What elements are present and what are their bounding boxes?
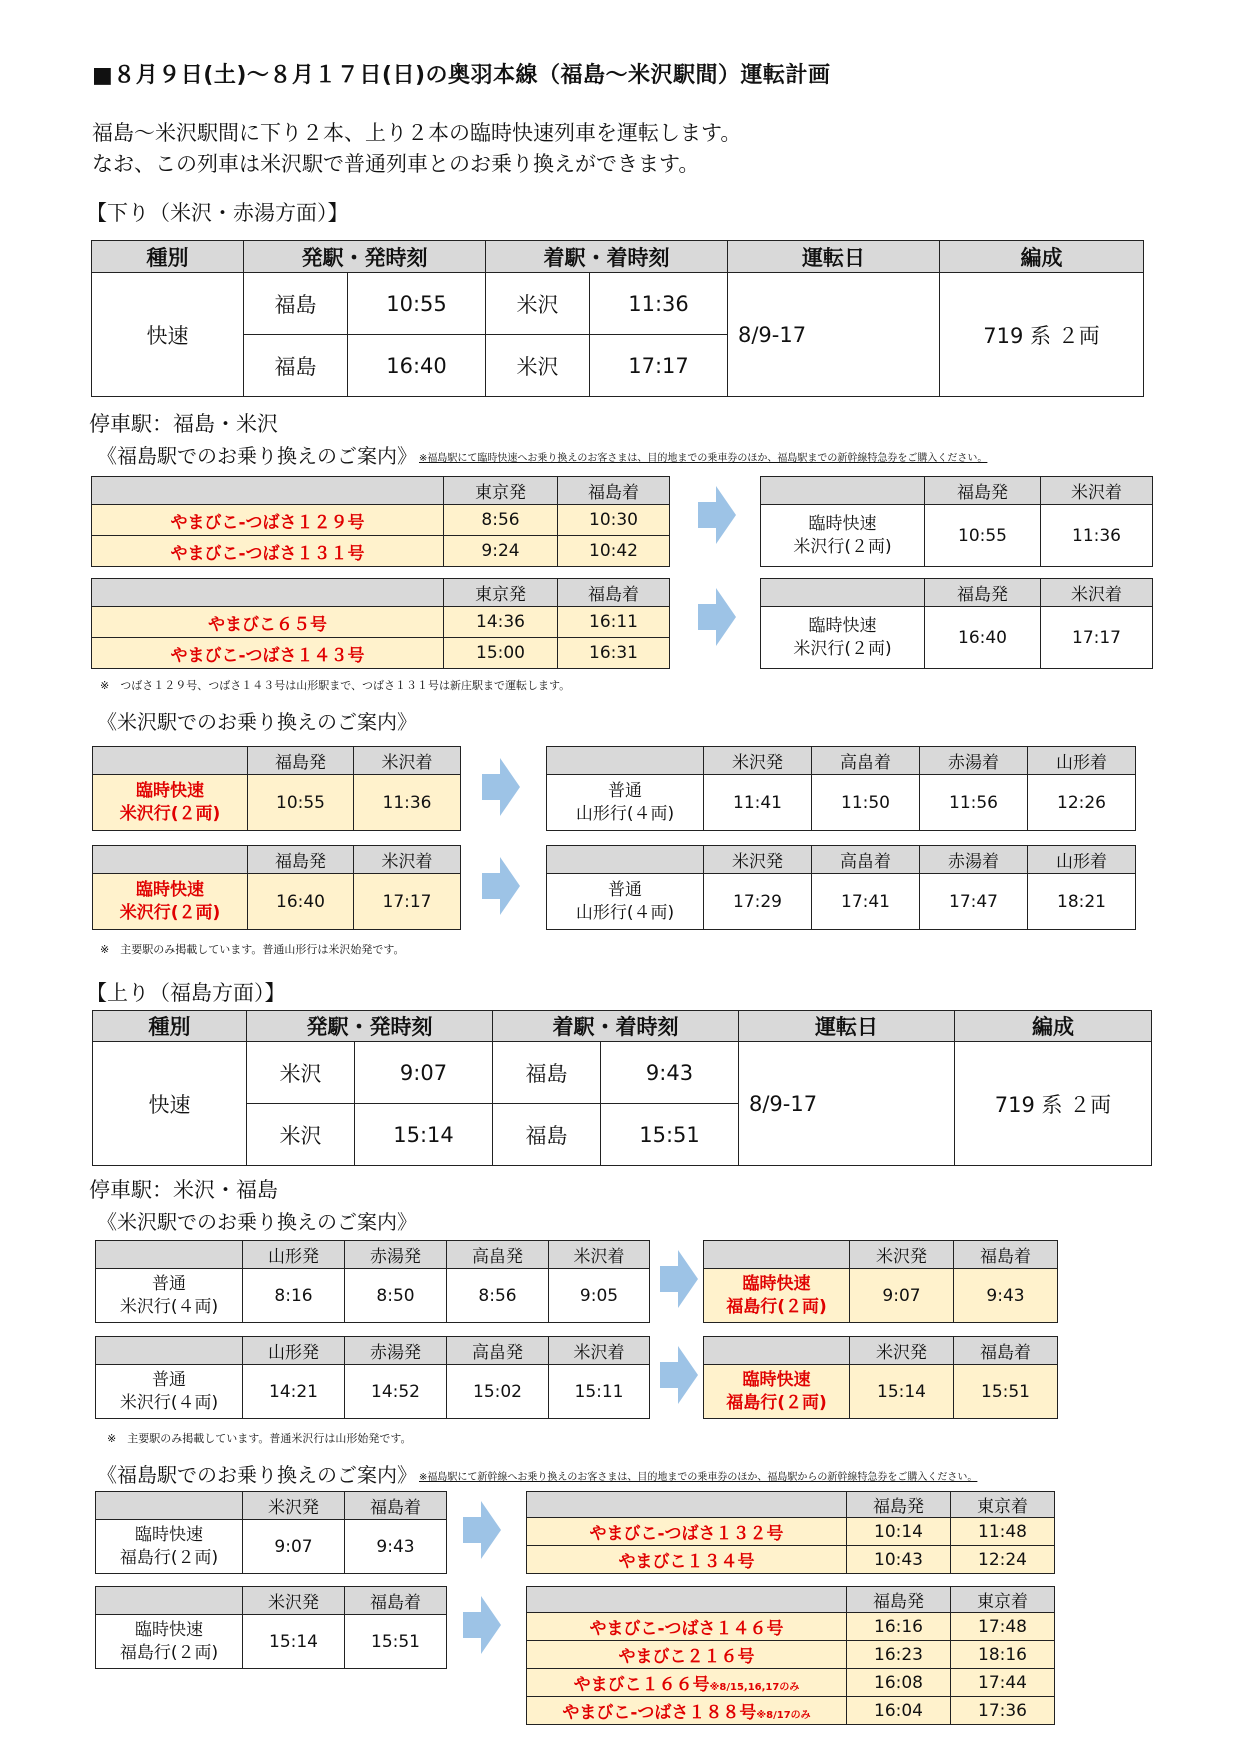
time: 16:23 — [847, 1641, 951, 1669]
arr-time: 11:36 — [590, 273, 728, 335]
down-yonezawa-guide-title: 《米沢駅でのお乗り換えのご案内》 — [97, 710, 417, 734]
train-name-text: やまびこ１６６号 — [573, 1675, 710, 1695]
time: 16:31 — [558, 638, 670, 669]
dep-time: 16:40 — [348, 335, 486, 397]
rapid-train-name — [761, 607, 925, 669]
time: 16:04 — [847, 1697, 951, 1725]
right-arrow-icon — [463, 1596, 501, 1654]
train-name: やまびこ６５号 — [92, 607, 444, 638]
train-name-text: やまびこ１３４号 — [618, 1552, 755, 1572]
name-line-1: 普通 — [608, 780, 642, 801]
local-train-name — [547, 775, 704, 831]
up-fukushima-guide-title — [97, 1459, 977, 1488]
time: 18:16 — [951, 1641, 1055, 1669]
col-header: 赤湯着 — [920, 846, 1028, 874]
guide-title-text: 《福島駅でのお乗り換えのご案内》 — [97, 444, 417, 468]
name-line-1: 普通 — [152, 1369, 186, 1390]
local-table-up-2 — [95, 1336, 650, 1419]
train-name-text: やまびこ-つばさ１８８号 — [562, 1703, 757, 1723]
col-header: 福島発 — [248, 747, 354, 775]
train-name: やまびこ-つばさ１３１号 — [92, 536, 444, 567]
train-name-text: やまびこ-つばさ１４６号 — [589, 1619, 784, 1639]
col-header: 赤湯発 — [345, 1337, 447, 1365]
down-schedule-table — [91, 240, 1144, 397]
rapid-table-down-yz-2 — [92, 845, 461, 930]
header-formation: 編成 — [955, 1011, 1152, 1042]
down-fukushima-guide-title — [97, 440, 987, 469]
up-heading: 【上り（福島方面）】 — [86, 981, 286, 1005]
time: 8:56 — [444, 505, 558, 536]
name-line-2: 山形行(４両) — [575, 803, 675, 824]
formation: 719 系 ２両 — [955, 1042, 1152, 1166]
formation: 719 系 ２両 — [940, 273, 1144, 397]
right-arrow-icon — [698, 486, 736, 544]
down-yonezawa-footnote: ※ 主要駅のみ掲載しています。普通山形行は米沢始発です。 — [100, 943, 405, 956]
time: 18:21 — [1028, 874, 1136, 930]
intro-line-1: 福島～米沢駅間に下り２本、上り２本の臨時快速列車を運転します。 — [92, 121, 742, 145]
col-header: 山形着 — [1028, 747, 1136, 775]
down-heading: 【下り（米沢・赤湯方面）】 — [86, 201, 349, 225]
shinkansen-table-up-1 — [526, 1491, 1055, 1574]
name-line-1: 臨時快速 — [742, 1273, 811, 1294]
time: 17:47 — [920, 874, 1028, 930]
time: 16:08 — [847, 1669, 951, 1697]
time: 15:51 — [954, 1365, 1058, 1419]
name-line-2: 米沢行(２両) — [793, 536, 892, 557]
train-name — [527, 1613, 847, 1641]
time: 15:02 — [447, 1365, 549, 1419]
train-name — [527, 1546, 847, 1574]
col-header: 高畠発 — [447, 1337, 549, 1365]
time: 16:11 — [558, 607, 670, 638]
col-header: 福島発 — [248, 846, 354, 874]
time: 11:48 — [951, 1518, 1055, 1546]
rapid-table-up-fk-1 — [95, 1491, 447, 1574]
time: 10:55 — [248, 775, 354, 831]
operating-days: 8/9-17 — [728, 273, 940, 397]
col-header: 山形発 — [243, 1241, 345, 1269]
col-header: 福島着 — [345, 1587, 447, 1615]
name-line-1: 普通 — [608, 879, 642, 900]
local-train-name — [96, 1269, 243, 1323]
right-arrow-icon — [463, 1501, 501, 1559]
up-yonezawa-guide-title: 《米沢駅でのお乗り換えのご案内》 — [97, 1210, 417, 1234]
col-header: 米沢発 — [243, 1587, 345, 1615]
col-header: 高畠着 — [812, 846, 920, 874]
time: 16:16 — [847, 1613, 951, 1641]
col-header: 米沢発 — [243, 1492, 345, 1520]
guide-note: ※福島駅にて新幹線へお乗り換えのお客さまは、目的地までの乗車券のほか、福島駅からの新幹線特急券をご購入ください。 — [419, 1472, 978, 1483]
time: 9:43 — [345, 1520, 447, 1574]
local-train-name — [547, 874, 704, 930]
col-header: 福島発 — [847, 1492, 951, 1518]
rapid-train-name — [704, 1365, 850, 1419]
name-line-1: 臨時快速 — [742, 1369, 811, 1390]
time: 11:50 — [812, 775, 920, 831]
col-header: 東京発 — [444, 579, 558, 607]
time: 15:51 — [345, 1615, 447, 1669]
col-header: 米沢着 — [354, 846, 461, 874]
dep-time: 10:55 — [348, 273, 486, 335]
dep-time: 15:14 — [355, 1104, 493, 1166]
right-arrow-icon — [660, 1346, 698, 1404]
guide-note: ※福島駅にて臨時快速へお乗り換えのお客さまは、目的地までの乗車券のほか、福島駅までの新幹線特急券をご購入ください。 — [419, 453, 988, 464]
col-header: 山形発 — [243, 1337, 345, 1365]
header-arrival: 着駅・着時刻 — [493, 1011, 739, 1042]
guide-title-text: 《福島駅でのお乗り換えのご案内》 — [97, 1463, 417, 1487]
shinkansen-table-down-2 — [91, 578, 670, 669]
local-train-name — [96, 1365, 243, 1419]
time: 15:00 — [444, 638, 558, 669]
name-line-2: 米沢行(４両) — [119, 1296, 219, 1317]
time: 8:56 — [447, 1269, 549, 1323]
time: 17:48 — [951, 1613, 1055, 1641]
col-header: 東京着 — [951, 1587, 1055, 1613]
down-stops: 停車駅：福島・米沢 — [89, 412, 278, 436]
time: 17:29 — [704, 874, 812, 930]
shinkansen-table-up-2 — [526, 1586, 1055, 1725]
train-name: やまびこ-つばさ１２９号 — [92, 505, 444, 536]
down-fukushima-footnote: ※ つばさ１２９号、つばさ１４３号は山形駅まで、つばさ１３１号は新庄駅まで運転します。 — [100, 679, 571, 692]
rapid-table-down-yz-1 — [92, 746, 461, 831]
to-station: 米沢 — [486, 273, 590, 335]
time: 9:05 — [549, 1269, 650, 1323]
col-header: 福島発 — [925, 477, 1041, 505]
train-name-text: やまびこ２１６号 — [618, 1647, 755, 1667]
name-line-1: 臨時快速 — [808, 615, 877, 636]
up-stops: 停車駅：米沢・福島 — [89, 1178, 278, 1202]
col-header: 米沢着 — [354, 747, 461, 775]
up-schedule-table — [92, 1010, 1152, 1166]
col-header: 高畠着 — [812, 747, 920, 775]
train-type: 快速 — [92, 273, 244, 397]
right-arrow-icon — [698, 588, 736, 646]
local-table-up-1 — [95, 1240, 650, 1323]
time: 10:55 — [925, 505, 1041, 567]
right-arrow-icon — [660, 1250, 698, 1308]
header-type: 種別 — [92, 241, 244, 273]
header-departure: 発駅・発時刻 — [247, 1011, 493, 1042]
time: 17:44 — [951, 1669, 1055, 1697]
to-station: 福島 — [493, 1042, 601, 1104]
name-line-2: 福島行(２両) — [726, 1392, 827, 1413]
col-header: 高畠発 — [447, 1241, 549, 1269]
time: 14:52 — [345, 1365, 447, 1419]
to-station: 米沢 — [486, 335, 590, 397]
name-line-1: 臨時快速 — [136, 879, 204, 900]
time: 8:50 — [345, 1269, 447, 1323]
time: 17:17 — [1041, 607, 1153, 669]
col-header: 福島着 — [558, 579, 670, 607]
name-line-1: 臨時快速 — [808, 513, 877, 534]
col-header: 福島着 — [558, 477, 670, 505]
col-header: 米沢発 — [850, 1241, 954, 1269]
right-arrow-icon — [482, 857, 520, 915]
col-header: 福島着 — [345, 1492, 447, 1520]
rapid-table-up-fk-2 — [95, 1586, 447, 1669]
train-name — [527, 1641, 847, 1669]
time: 11:56 — [920, 775, 1028, 831]
arr-time: 15:51 — [601, 1104, 739, 1166]
rapid-table-up-yz-1 — [703, 1240, 1058, 1323]
from-station: 米沢 — [247, 1042, 355, 1104]
name-line-1: 普通 — [152, 1273, 186, 1294]
to-station: 福島 — [493, 1104, 601, 1166]
shinkansen-table-down-1 — [91, 476, 670, 567]
col-header: 米沢着 — [1041, 579, 1153, 607]
header-departure: 発駅・発時刻 — [244, 241, 486, 273]
train-name-text: やまびこ-つばさ１３２号 — [589, 1524, 784, 1544]
train-note: ※8/15,16,17のみ — [709, 1682, 800, 1693]
rapid-train-name — [93, 874, 248, 930]
time: 15:14 — [243, 1615, 345, 1669]
time: 10:30 — [558, 505, 670, 536]
col-header: 福島着 — [954, 1241, 1058, 1269]
intro-line-2: なお、この列車は米沢駅で普通列車とのお乗り換えができます。 — [92, 152, 700, 176]
arr-time: 9:43 — [601, 1042, 739, 1104]
dep-time: 9:07 — [355, 1042, 493, 1104]
name-line-2: 福島行(２両) — [726, 1296, 827, 1317]
col-header: 米沢発 — [704, 846, 812, 874]
local-table-down-1 — [546, 746, 1136, 831]
rapid-train-name — [761, 505, 925, 567]
header-type: 種別 — [93, 1011, 247, 1042]
train-note: ※8/17のみ — [756, 1710, 811, 1721]
time: 15:14 — [850, 1365, 954, 1419]
rapid-train-name — [96, 1615, 243, 1669]
rapid-train-name — [96, 1520, 243, 1574]
time: 9:24 — [444, 536, 558, 567]
time: 16:40 — [925, 607, 1041, 669]
train-name: やまびこ-つばさ１４３号 — [92, 638, 444, 669]
col-header: 福島着 — [954, 1337, 1058, 1365]
page-title: ■８月９日(土)～８月１７日(日)の奥羽本線（福島～米沢駅間）運転計画 — [92, 63, 831, 88]
rapid-table-down-2 — [760, 578, 1153, 669]
col-header: 赤湯着 — [920, 747, 1028, 775]
arr-time: 17:17 — [590, 335, 728, 397]
time: 8:16 — [243, 1269, 345, 1323]
time: 16:40 — [248, 874, 354, 930]
col-header: 山形着 — [1028, 846, 1136, 874]
name-line-2: 山形行(４両) — [575, 902, 675, 923]
rapid-table-down-1 — [760, 476, 1153, 567]
name-line-1: 臨時快速 — [136, 780, 204, 801]
time: 11:36 — [354, 775, 461, 831]
name-line-1: 臨時快速 — [135, 1619, 203, 1640]
col-header: 赤湯発 — [345, 1241, 447, 1269]
time: 10:42 — [558, 536, 670, 567]
train-name — [527, 1697, 847, 1725]
name-line-1: 臨時快速 — [135, 1524, 203, 1545]
col-header: 福島発 — [847, 1587, 951, 1613]
col-header: 東京着 — [951, 1492, 1055, 1518]
header-days: 運転日 — [728, 241, 940, 273]
time: 9:07 — [243, 1520, 345, 1574]
col-header: 福島発 — [925, 579, 1041, 607]
name-line-2: 米沢行(２両) — [119, 803, 221, 824]
train-type: 快速 — [93, 1042, 247, 1166]
header-formation: 編成 — [940, 241, 1144, 273]
from-station: 福島 — [244, 335, 348, 397]
time: 12:24 — [951, 1546, 1055, 1574]
time: 15:11 — [549, 1365, 650, 1419]
time: 17:41 — [812, 874, 920, 930]
col-header: 米沢発 — [704, 747, 812, 775]
time: 11:41 — [704, 775, 812, 831]
col-header: 米沢発 — [850, 1337, 954, 1365]
header-days: 運転日 — [739, 1011, 955, 1042]
time: 11:36 — [1041, 505, 1153, 567]
time: 9:07 — [850, 1269, 954, 1323]
name-line-2: 米沢行(２両) — [793, 638, 892, 659]
col-header: 米沢着 — [549, 1337, 650, 1365]
header-arrival: 着駅・着時刻 — [486, 241, 728, 273]
up-yonezawa-footnote: ※ 主要駅のみ掲載しています。普通米沢行は山形始発です。 — [107, 1432, 412, 1445]
time: 9:43 — [954, 1269, 1058, 1323]
time: 10:43 — [847, 1546, 951, 1574]
from-station: 福島 — [244, 273, 348, 335]
time: 14:36 — [444, 607, 558, 638]
col-header: 米沢着 — [549, 1241, 650, 1269]
time: 17:36 — [951, 1697, 1055, 1725]
name-line-2: 福島行(２両) — [119, 1642, 219, 1663]
col-header: 東京発 — [444, 477, 558, 505]
time: 12:26 — [1028, 775, 1136, 831]
right-arrow-icon — [482, 758, 520, 816]
name-line-2: 米沢行(４両) — [119, 1392, 219, 1413]
col-header: 米沢着 — [1041, 477, 1153, 505]
rapid-train-name — [704, 1269, 850, 1323]
time: 17:17 — [354, 874, 461, 930]
local-table-down-2 — [546, 845, 1136, 930]
name-line-2: 米沢行(２両) — [119, 902, 221, 923]
time: 10:14 — [847, 1518, 951, 1546]
from-station: 米沢 — [247, 1104, 355, 1166]
rapid-table-up-yz-2 — [703, 1336, 1058, 1419]
train-name — [527, 1518, 847, 1546]
train-name — [527, 1669, 847, 1697]
time: 14:21 — [243, 1365, 345, 1419]
rapid-train-name — [93, 775, 248, 831]
name-line-2: 福島行(２両) — [119, 1547, 219, 1568]
operating-days: 8/9-17 — [739, 1042, 955, 1166]
